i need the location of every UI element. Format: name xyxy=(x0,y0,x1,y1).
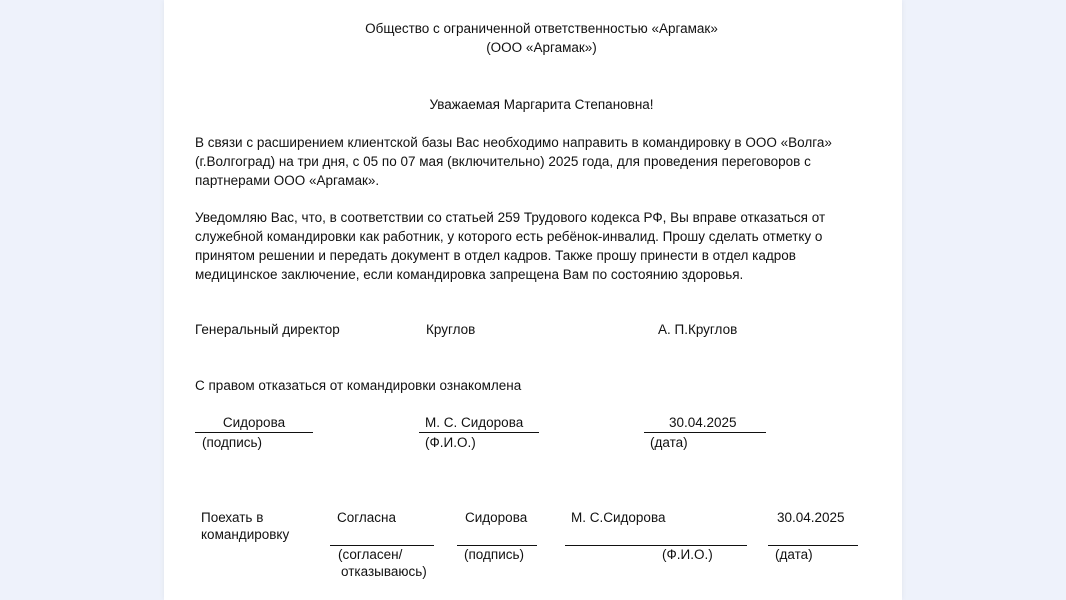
paragraph-notice: Уведомляю Вас, что, в соответствии со статьей 259 Трудового кодекса РФ, Вы вправе отказаться от служебной командировки как работник, у которого есть ребёнок-инвалид. Прошу сделать отметку о принятом решении и передать документ в отдел кадров. Также прошу принести в отдел кадров медицинское заключение, если командировка запрещена Вам по состоянию здоровья. xyxy=(195,210,826,282)
org-short-name: (ООО «Аргамак») xyxy=(486,40,597,55)
ack-date-caption: (дата) xyxy=(650,435,688,450)
decision-name-line xyxy=(565,545,747,546)
ack-name: М. С. Сидорова xyxy=(425,415,524,430)
director-name: А. П.Круглов xyxy=(658,322,738,337)
decision-label-line1: Поехать в xyxy=(201,510,264,525)
ack-signature: Сидорова xyxy=(222,415,286,430)
director-signature: Круглов xyxy=(426,322,476,337)
ack-name-caption: (Ф.И.О.) xyxy=(425,435,476,450)
decision-choice-caption-1: (согласен/ xyxy=(338,547,403,562)
decision-name: М. С.Сидорова xyxy=(571,510,666,525)
org-full-name: Общество с ограниченной ответственностью «Аргамак» xyxy=(365,21,718,36)
acknowledgement-text: С правом отказаться от командировки ознакомлена xyxy=(195,378,522,393)
decision-name-caption: (Ф.И.О.) xyxy=(662,547,713,562)
document-page xyxy=(164,0,902,600)
director-position: Генеральный директор xyxy=(195,322,340,337)
decision-signature: Сидорова xyxy=(465,510,528,525)
decision-date: 30.04.2025 xyxy=(777,510,845,525)
decision-signature-caption: (подпись) xyxy=(464,547,525,562)
decision-label-line2: командировку xyxy=(201,527,290,542)
ack-date: 30.04.2025 xyxy=(669,415,737,430)
ack-signature-caption: (подпись) xyxy=(202,435,263,450)
decision-choice: Согласна xyxy=(337,510,396,525)
greeting: Уважаемая Маргарита Степановна! xyxy=(429,97,654,112)
decision-choice-caption-2: отказываюсь) xyxy=(341,564,427,579)
paragraph-assignment: В связи с расширением клиентской базы Вас необходимо направить в командировку в ООО «Волга» (г.Волгоград) на три дня, с 05 по 07 мая (включительно) 2025 года, для проведения переговоров с партнерами ООО «Аргамак». xyxy=(195,135,832,188)
decision-date-caption: (дата) xyxy=(775,547,813,562)
